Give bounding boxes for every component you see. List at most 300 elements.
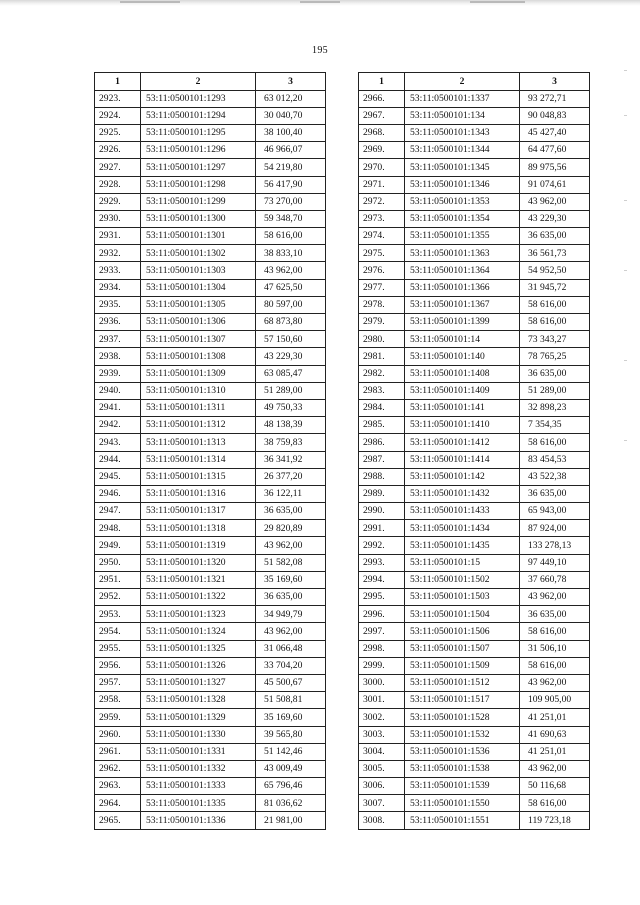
cadastral-number: 53:11:0500101:1517 xyxy=(405,692,520,709)
cadastral-number: 53:11:0500101:1412 xyxy=(405,434,520,451)
cadastral-number: 53:11:0500101:1299 xyxy=(141,193,256,210)
row-number: 2961. xyxy=(95,743,141,760)
table-row xyxy=(95,314,326,331)
row-number: 3003. xyxy=(359,726,405,743)
table-row xyxy=(359,124,590,141)
table-row xyxy=(95,778,326,795)
table-row xyxy=(359,434,590,451)
table-row xyxy=(359,589,590,606)
cadastral-value: 37 660,78 xyxy=(520,571,590,588)
row-number: 2950. xyxy=(95,554,141,571)
row-number: 2974. xyxy=(359,228,405,245)
cadastral-number: 53:11:0500101:1313 xyxy=(141,434,256,451)
cadastral-number: 53:11:0500101:1318 xyxy=(141,520,256,537)
table-row xyxy=(359,279,590,296)
table-row xyxy=(95,210,326,227)
row-number: 2962. xyxy=(95,760,141,777)
table-row xyxy=(95,709,326,726)
cadastral-value: 51 582,08 xyxy=(256,554,326,571)
cadastral-value: 21 981,00 xyxy=(256,812,326,829)
row-number: 2926. xyxy=(95,142,141,159)
cadastral-number: 53:11:0500101:1305 xyxy=(141,296,256,313)
table-row xyxy=(95,640,326,657)
table-row xyxy=(95,142,326,159)
row-number: 2975. xyxy=(359,245,405,262)
cadastral-value: 43 962,00 xyxy=(256,262,326,279)
row-number: 2973. xyxy=(359,210,405,227)
table-row xyxy=(359,399,590,416)
cadastral-number: 53:11:0500101:1312 xyxy=(141,417,256,434)
cadastral-number: 53:11:0500101:1300 xyxy=(141,210,256,227)
row-number: 2995. xyxy=(359,589,405,606)
cadastral-value: 73 270,00 xyxy=(256,193,326,210)
row-number: 2941. xyxy=(95,399,141,416)
cadastral-number: 53:11:0500101:1410 xyxy=(405,417,520,434)
cadastral-value: 58 616,00 xyxy=(520,296,590,313)
row-number: 2998. xyxy=(359,640,405,657)
table-row xyxy=(95,589,326,606)
table-row xyxy=(95,520,326,537)
table-row xyxy=(359,778,590,795)
cadastral-value: 47 625,50 xyxy=(256,279,326,296)
row-number: 2984. xyxy=(359,399,405,416)
table-row xyxy=(95,193,326,210)
table-row xyxy=(359,142,590,159)
cadastral-number: 53:11:0500101:1315 xyxy=(141,468,256,485)
row-number: 2986. xyxy=(359,434,405,451)
cadastral-value: 54 219,80 xyxy=(256,159,326,176)
cadastral-number: 53:11:0500101:1325 xyxy=(141,640,256,657)
row-number: 2923. xyxy=(95,90,141,107)
table-row xyxy=(359,107,590,124)
row-number: 2980. xyxy=(359,331,405,348)
table-row xyxy=(359,90,590,107)
column-header-number: 1 xyxy=(359,73,405,91)
table-row xyxy=(95,726,326,743)
cadastral-number: 53:11:0500101:1316 xyxy=(141,485,256,502)
cadastral-value: 30 040,70 xyxy=(256,107,326,124)
cadastral-number: 53:11:0500101:1414 xyxy=(405,451,520,468)
right-register-table xyxy=(358,72,590,830)
cadastral-number: 53:11:0500101:1311 xyxy=(141,399,256,416)
row-number: 2928. xyxy=(95,176,141,193)
cadastral-number: 53:11:0500101:142 xyxy=(405,468,520,485)
cadastral-number: 53:11:0500101:1320 xyxy=(141,554,256,571)
row-number: 2944. xyxy=(95,451,141,468)
table-row xyxy=(359,709,590,726)
cadastral-number: 53:11:0500101:1364 xyxy=(405,262,520,279)
cadastral-number: 53:11:0500101:1345 xyxy=(405,159,520,176)
cadastral-value: 59 348,70 xyxy=(256,210,326,227)
cadastral-value: 109 905,00 xyxy=(520,692,590,709)
cadastral-value: 43 009,49 xyxy=(256,760,326,777)
row-number: 2932. xyxy=(95,245,141,262)
cadastral-value: 43 962,00 xyxy=(520,589,590,606)
scan-top-edge xyxy=(0,0,640,6)
cadastral-value: 51 289,00 xyxy=(256,382,326,399)
cadastral-number: 53:11:0500101:1297 xyxy=(141,159,256,176)
row-number: 2934. xyxy=(95,279,141,296)
cadastral-number: 53:11:0500101:1323 xyxy=(141,606,256,623)
cadastral-number: 53:11:0500101:1346 xyxy=(405,176,520,193)
row-number: 2971. xyxy=(359,176,405,193)
row-number: 2942. xyxy=(95,417,141,434)
cadastral-value: 36 341,92 xyxy=(256,451,326,468)
row-number: 2943. xyxy=(95,434,141,451)
cadastral-value: 34 949,79 xyxy=(256,606,326,623)
row-number: 2978. xyxy=(359,296,405,313)
row-number: 2972. xyxy=(359,193,405,210)
table-row xyxy=(95,399,326,416)
row-number: 2952. xyxy=(95,589,141,606)
row-number: 2982. xyxy=(359,365,405,382)
cadastral-number: 53:11:0500101:1304 xyxy=(141,279,256,296)
cadastral-value: 90 048,83 xyxy=(520,107,590,124)
cadastral-value: 38 833,10 xyxy=(256,245,326,262)
table-row xyxy=(359,451,590,468)
row-number: 3000. xyxy=(359,674,405,691)
cadastral-value: 39 565,80 xyxy=(256,726,326,743)
table-row xyxy=(359,228,590,245)
row-number: 2949. xyxy=(95,537,141,554)
cadastral-number: 53:11:0500101:15 xyxy=(405,554,520,571)
table-row xyxy=(95,451,326,468)
row-number: 2933. xyxy=(95,262,141,279)
cadastral-number: 53:11:0500101:1408 xyxy=(405,365,520,382)
row-number: 2959. xyxy=(95,709,141,726)
cadastral-number: 53:11:0500101:1399 xyxy=(405,314,520,331)
cadastral-value: 43 229,30 xyxy=(256,348,326,365)
cadastral-number: 53:11:0500101:1551 xyxy=(405,812,520,829)
row-number: 3002. xyxy=(359,709,405,726)
row-number: 2954. xyxy=(95,623,141,640)
cadastral-value: 43 522,38 xyxy=(520,468,590,485)
row-number: 2931. xyxy=(95,228,141,245)
table-row xyxy=(95,537,326,554)
table-row xyxy=(359,245,590,262)
cadastral-number: 53:11:0500101:1435 xyxy=(405,537,520,554)
cadastral-value: 119 723,18 xyxy=(520,812,590,829)
cadastral-number: 53:11:0500101:1536 xyxy=(405,743,520,760)
table-row xyxy=(95,348,326,365)
cadastral-number: 53:11:0500101:1329 xyxy=(141,709,256,726)
row-number: 2988. xyxy=(359,468,405,485)
table-row xyxy=(359,795,590,812)
column-header-number: 1 xyxy=(95,73,141,91)
row-number: 3004. xyxy=(359,743,405,760)
cadastral-number: 53:11:0500101:1409 xyxy=(405,382,520,399)
cadastral-number: 53:11:0500101:1319 xyxy=(141,537,256,554)
cadastral-number: 53:11:0500101:1331 xyxy=(141,743,256,760)
table-row xyxy=(359,485,590,502)
cadastral-value: 50 116,68 xyxy=(520,778,590,795)
row-number: 2969. xyxy=(359,142,405,159)
row-number: 3007. xyxy=(359,795,405,812)
cadastral-number: 53:11:0500101:1294 xyxy=(141,107,256,124)
row-number: 2936. xyxy=(95,314,141,331)
row-number: 2981. xyxy=(359,348,405,365)
cadastral-number: 53:11:0500101:1326 xyxy=(141,657,256,674)
row-number: 3005. xyxy=(359,760,405,777)
row-number: 2937. xyxy=(95,331,141,348)
cadastral-value: 63 085,47 xyxy=(256,365,326,382)
cadastral-number: 53:11:0500101:1336 xyxy=(141,812,256,829)
row-number: 2968. xyxy=(359,124,405,141)
row-number: 2953. xyxy=(95,606,141,623)
cadastral-number: 53:11:0500101:1298 xyxy=(141,176,256,193)
table-row xyxy=(359,812,590,829)
cadastral-number: 53:11:0500101:1434 xyxy=(405,520,520,537)
row-number: 3001. xyxy=(359,692,405,709)
row-number: 2963. xyxy=(95,778,141,795)
cadastral-number: 53:11:0500101:1433 xyxy=(405,503,520,520)
page-number: 195 xyxy=(312,45,328,56)
cadastral-value: 80 597,00 xyxy=(256,296,326,313)
cadastral-value: 58 616,00 xyxy=(256,228,326,245)
cadastral-value: 41 251,01 xyxy=(520,743,590,760)
cadastral-number: 53:11:0500101:1296 xyxy=(141,142,256,159)
table-row xyxy=(95,417,326,434)
cadastral-value: 33 704,20 xyxy=(256,657,326,674)
cadastral-number: 53:11:0500101:1335 xyxy=(141,795,256,812)
table-row xyxy=(95,262,326,279)
row-number: 2948. xyxy=(95,520,141,537)
cadastral-number: 53:11:0500101:1322 xyxy=(141,589,256,606)
cadastral-value: 51 289,00 xyxy=(520,382,590,399)
column-header-cadastral: 2 xyxy=(141,73,256,91)
row-number: 2951. xyxy=(95,571,141,588)
table-row xyxy=(95,743,326,760)
row-number: 2965. xyxy=(95,812,141,829)
table-row xyxy=(95,107,326,124)
table-row xyxy=(95,245,326,262)
table-row xyxy=(95,485,326,502)
row-number: 2976. xyxy=(359,262,405,279)
cadastral-value: 36 122,11 xyxy=(256,485,326,502)
row-number: 2970. xyxy=(359,159,405,176)
cadastral-value: 32 898,23 xyxy=(520,399,590,416)
table-row xyxy=(95,90,326,107)
row-number: 2989. xyxy=(359,485,405,502)
cadastral-number: 53:11:0500101:1306 xyxy=(141,314,256,331)
table-row xyxy=(95,657,326,674)
cadastral-value: 38 759,83 xyxy=(256,434,326,451)
cadastral-value: 26 377,20 xyxy=(256,468,326,485)
table-row xyxy=(95,434,326,451)
table-row xyxy=(359,606,590,623)
table-row xyxy=(359,348,590,365)
cadastral-number: 53:11:0500101:1303 xyxy=(141,262,256,279)
scan-margin-marks xyxy=(624,60,634,480)
cadastral-number: 53:11:0500101:1333 xyxy=(141,778,256,795)
cadastral-value: 46 966,07 xyxy=(256,142,326,159)
cadastral-value: 43 962,00 xyxy=(520,674,590,691)
cadastral-value: 31 945,72 xyxy=(520,279,590,296)
cadastral-number: 53:11:0500101:1343 xyxy=(405,124,520,141)
cadastral-value: 51 508,81 xyxy=(256,692,326,709)
row-number: 2935. xyxy=(95,296,141,313)
table-row xyxy=(95,571,326,588)
cadastral-value: 73 343,27 xyxy=(520,331,590,348)
cadastral-value: 58 616,00 xyxy=(520,314,590,331)
row-number: 2955. xyxy=(95,640,141,657)
cadastral-number: 53:11:0500101:1367 xyxy=(405,296,520,313)
cadastral-value: 41 251,01 xyxy=(520,709,590,726)
cadastral-value: 45 500,67 xyxy=(256,674,326,691)
row-number: 2997. xyxy=(359,623,405,640)
cadastral-value: 64 477,60 xyxy=(520,142,590,159)
column-header-value: 3 xyxy=(256,73,326,91)
cadastral-number: 53:11:0500101:140 xyxy=(405,348,520,365)
cadastral-value: 43 229,30 xyxy=(520,210,590,227)
cadastral-number: 53:11:0500101:134 xyxy=(405,107,520,124)
cadastral-value: 51 142,46 xyxy=(256,743,326,760)
column-header-value: 3 xyxy=(520,73,590,91)
table-row xyxy=(359,743,590,760)
row-number: 2946. xyxy=(95,485,141,502)
table-row xyxy=(359,417,590,434)
cadastral-number: 53:11:0500101:1301 xyxy=(141,228,256,245)
cadastral-value: 43 962,00 xyxy=(520,193,590,210)
table-row xyxy=(359,176,590,193)
cadastral-number: 53:11:0500101:1295 xyxy=(141,124,256,141)
table-row xyxy=(95,176,326,193)
cadastral-number: 53:11:0500101:1330 xyxy=(141,726,256,743)
cadastral-value: 58 616,00 xyxy=(520,657,590,674)
cadastral-number: 53:11:0500101:1363 xyxy=(405,245,520,262)
cadastral-number: 53:11:0500101:14 xyxy=(405,331,520,348)
cadastral-value: 35 169,60 xyxy=(256,571,326,588)
row-number: 2990. xyxy=(359,503,405,520)
cadastral-number: 53:11:0500101:1314 xyxy=(141,451,256,468)
table-row xyxy=(359,692,590,709)
table-row xyxy=(359,537,590,554)
cadastral-value: 58 616,00 xyxy=(520,623,590,640)
cadastral-value: 68 873,80 xyxy=(256,314,326,331)
cadastral-value: 43 962,00 xyxy=(520,760,590,777)
row-number: 2956. xyxy=(95,657,141,674)
cadastral-number: 53:11:0500101:1310 xyxy=(141,382,256,399)
cadastral-number: 53:11:0500101:1432 xyxy=(405,485,520,502)
cadastral-value: 54 952,50 xyxy=(520,262,590,279)
cadastral-number: 53:11:0500101:1353 xyxy=(405,193,520,210)
cadastral-number: 53:11:0500101:1539 xyxy=(405,778,520,795)
cadastral-value: 31 506,10 xyxy=(520,640,590,657)
cadastral-value: 133 278,13 xyxy=(520,537,590,554)
cadastral-number: 53:11:0500101:1344 xyxy=(405,142,520,159)
cadastral-value: 93 272,71 xyxy=(520,90,590,107)
cadastral-number: 53:11:0500101:1509 xyxy=(405,657,520,674)
row-number: 2930. xyxy=(95,210,141,227)
table-row xyxy=(95,503,326,520)
cadastral-number: 53:11:0500101:1354 xyxy=(405,210,520,227)
table-row xyxy=(95,279,326,296)
cadastral-value: 7 354,35 xyxy=(520,417,590,434)
row-number: 2929. xyxy=(95,193,141,210)
row-number: 2960. xyxy=(95,726,141,743)
cadastral-value: 58 616,00 xyxy=(520,434,590,451)
cadastral-number: 53:11:0500101:1308 xyxy=(141,348,256,365)
row-number: 3008. xyxy=(359,812,405,829)
cadastral-number: 53:11:0500101:1327 xyxy=(141,674,256,691)
row-number: 2927. xyxy=(95,159,141,176)
row-number: 2987. xyxy=(359,451,405,468)
cadastral-value: 36 635,00 xyxy=(256,503,326,520)
cadastral-value: 41 690,63 xyxy=(520,726,590,743)
cadastral-number: 53:11:0500101:141 xyxy=(405,399,520,416)
cadastral-number: 53:11:0500101:1324 xyxy=(141,623,256,640)
cadastral-value: 31 066,48 xyxy=(256,640,326,657)
table-row xyxy=(95,692,326,709)
row-number: 2947. xyxy=(95,503,141,520)
row-number: 2940. xyxy=(95,382,141,399)
table-row xyxy=(359,760,590,777)
cadastral-value: 36 635,00 xyxy=(520,606,590,623)
row-number: 2994. xyxy=(359,571,405,588)
row-number: 2991. xyxy=(359,520,405,537)
table-row xyxy=(359,210,590,227)
cadastral-value: 38 100,40 xyxy=(256,124,326,141)
row-number: 2967. xyxy=(359,107,405,124)
cadastral-value: 81 036,62 xyxy=(256,795,326,812)
cadastral-value: 36 561,73 xyxy=(520,245,590,262)
table-row xyxy=(359,520,590,537)
row-number: 2966. xyxy=(359,90,405,107)
row-number: 2979. xyxy=(359,314,405,331)
table-header-row xyxy=(359,73,590,91)
row-number: 2938. xyxy=(95,348,141,365)
cadastral-value: 87 924,00 xyxy=(520,520,590,537)
cadastral-value: 83 454,53 xyxy=(520,451,590,468)
table-row xyxy=(359,159,590,176)
cadastral-value: 91 074,61 xyxy=(520,176,590,193)
column-header-cadastral: 2 xyxy=(405,73,520,91)
table-row xyxy=(95,812,326,829)
cadastral-value: 97 449,10 xyxy=(520,554,590,571)
row-number: 2939. xyxy=(95,365,141,382)
cadastral-number: 53:11:0500101:1528 xyxy=(405,709,520,726)
table-row xyxy=(359,314,590,331)
table-row xyxy=(95,365,326,382)
table-row xyxy=(359,468,590,485)
cadastral-number: 53:11:0500101:1550 xyxy=(405,795,520,812)
row-number: 3006. xyxy=(359,778,405,795)
table-row xyxy=(359,726,590,743)
cadastral-value: 43 962,00 xyxy=(256,623,326,640)
cadastral-value: 36 635,00 xyxy=(520,485,590,502)
row-number: 2964. xyxy=(95,795,141,812)
cadastral-number: 53:11:0500101:1309 xyxy=(141,365,256,382)
cadastral-value: 89 975,56 xyxy=(520,159,590,176)
cadastral-number: 53:11:0500101:1503 xyxy=(405,589,520,606)
table-row xyxy=(359,331,590,348)
cadastral-value: 45 427,40 xyxy=(520,124,590,141)
cadastral-number: 53:11:0500101:1293 xyxy=(141,90,256,107)
cadastral-number: 53:11:0500101:1506 xyxy=(405,623,520,640)
cadastral-value: 56 417,90 xyxy=(256,176,326,193)
table-row xyxy=(95,331,326,348)
cadastral-number: 53:11:0500101:1302 xyxy=(141,245,256,262)
cadastral-number: 53:11:0500101:1507 xyxy=(405,640,520,657)
cadastral-number: 53:11:0500101:1337 xyxy=(405,90,520,107)
table-row xyxy=(95,468,326,485)
cadastral-value: 57 150,60 xyxy=(256,331,326,348)
table-row xyxy=(95,674,326,691)
cadastral-value: 29 820,89 xyxy=(256,520,326,537)
left-register-table xyxy=(94,72,326,830)
table-row xyxy=(359,674,590,691)
table-row xyxy=(95,228,326,245)
